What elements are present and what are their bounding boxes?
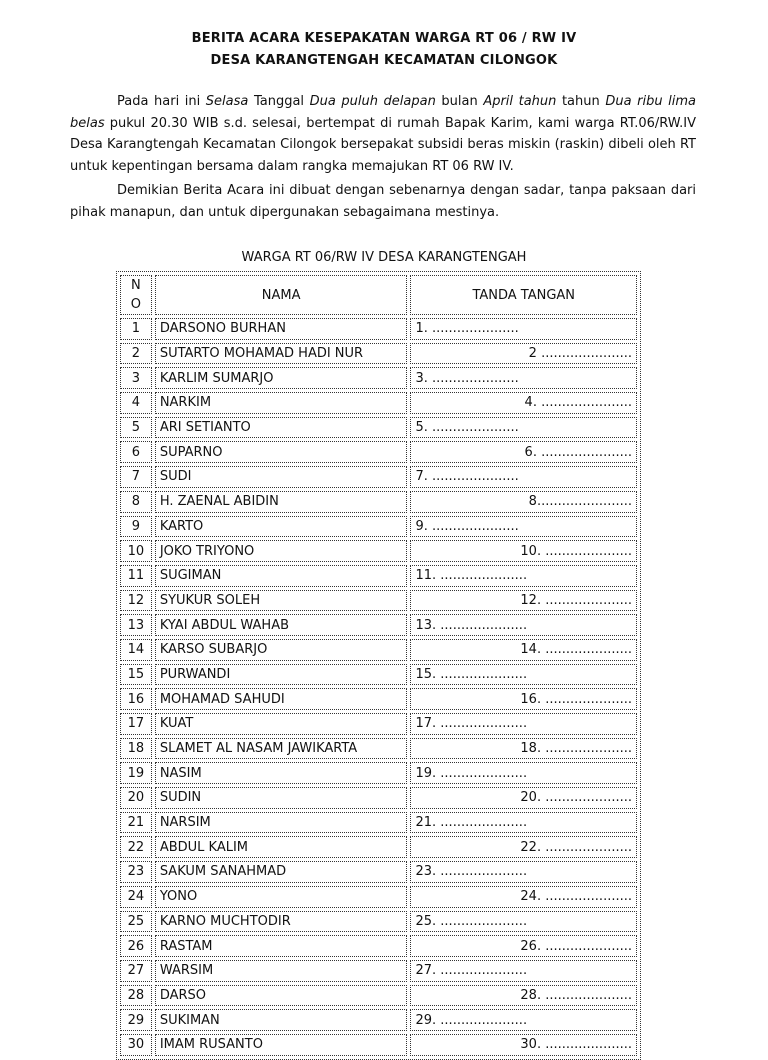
member-name: DARSONO BURHAN (155, 318, 408, 340)
table-row (120, 540, 637, 562)
row-number: 19 (120, 762, 152, 784)
members-table (116, 271, 641, 1060)
table-row (120, 935, 637, 957)
signature-line: 29. ..................... (410, 1009, 637, 1031)
text-span: Pada hari ini (117, 94, 206, 109)
table-row (120, 491, 637, 513)
table-header-row (120, 275, 637, 315)
header-no-line1: N (131, 278, 141, 293)
month-text: April tahun (483, 94, 557, 109)
member-name: SUTARTO MOHAMAD HADI NUR (155, 343, 408, 365)
row-number: 22 (120, 836, 152, 858)
table-row (120, 960, 637, 982)
table-row (120, 787, 637, 809)
table-body (120, 318, 637, 1056)
signature-line: 26. ..................... (410, 935, 637, 957)
signature-line: 17. ..................... (410, 713, 637, 735)
table-row (120, 590, 637, 612)
signature-line: 7. ..................... (410, 466, 637, 488)
table-row (120, 516, 637, 538)
member-name: SUKIMAN (155, 1009, 408, 1031)
date-text: Dua puluh delapan (309, 94, 436, 109)
row-number: 15 (120, 664, 152, 686)
member-name: WARSIM (155, 960, 408, 982)
year-text: Dua ribu lima belas (70, 94, 696, 131)
table-row (120, 812, 637, 834)
row-number: 30 (120, 1034, 152, 1056)
table-row (120, 392, 637, 414)
member-name: SUDI (155, 466, 408, 488)
row-number: 3 (120, 367, 152, 389)
row-number: 14 (120, 639, 152, 661)
member-name: KARLIM SUMARJO (155, 367, 408, 389)
signature-line: 2 ...................... (410, 343, 637, 365)
text-span: bulan (435, 94, 484, 109)
member-name: SYUKUR SOLEH (155, 590, 408, 612)
row-number: 1 (120, 318, 152, 340)
member-name: NARKIM (155, 392, 408, 414)
signature-line: 10. ..................... (410, 540, 637, 562)
text-span: tahun (556, 94, 606, 109)
row-number: 21 (120, 812, 152, 834)
signature-line: 3. ..................... (410, 367, 637, 389)
table-row (120, 911, 637, 933)
signature-line: 15. ..................... (410, 664, 637, 686)
member-name: SUGIMAN (155, 565, 408, 587)
signature-line: 6. ...................... (410, 441, 637, 463)
table-row (120, 614, 637, 636)
closing-paragraph: Demikian Berita Acara ini dibuat dengan sebenarnya dengan sadar, tanpa paksaan dari pihak manapun, dan untuk dipergunakan sebagaimana mestinya. (70, 183, 696, 220)
member-name: H. ZAENAL ABIDIN (155, 491, 408, 513)
signature-line: 8....................... (410, 491, 637, 513)
signature-line: 18. ..................... (410, 738, 637, 760)
signature-line: 4. ...................... (410, 392, 637, 414)
table-row (120, 1009, 637, 1031)
document-title: BERITA ACARA KESEPAKATAN WARGA RT 06 / RW IV (191, 31, 577, 46)
member-name: PURWANDI (155, 664, 408, 686)
member-name: JOKO TRIYONO (155, 540, 408, 562)
member-name: RASTAM (155, 935, 408, 957)
member-name: KYAI ABDUL WAHAB (155, 614, 408, 636)
text-span: Tanggal (248, 94, 310, 109)
signature-line: 24. ..................... (410, 886, 637, 908)
member-name: NASIM (155, 762, 408, 784)
row-number: 9 (120, 516, 152, 538)
signature-line: 1. ..................... (410, 318, 637, 340)
table-caption: WARGA RT 06/RW IV DESA KARANGTENGAH (241, 250, 527, 265)
member-name: ARI SETIANTO (155, 417, 408, 439)
row-number: 25 (120, 911, 152, 933)
signature-line: 13. ..................... (410, 614, 637, 636)
row-number: 17 (120, 713, 152, 735)
row-number: 4 (120, 392, 152, 414)
row-number: 11 (120, 565, 152, 587)
row-number: 27 (120, 960, 152, 982)
table-row (120, 318, 637, 340)
table-row (120, 713, 637, 735)
signature-line: 21. ..................... (410, 812, 637, 834)
header-no (120, 275, 152, 315)
table-row (120, 565, 637, 587)
member-name: SAKUM SANAHMAD (155, 861, 408, 883)
member-name: DARSO (155, 985, 408, 1007)
header-signature: TANDA TANGAN (410, 275, 637, 315)
member-name: KARSO SUBARJO (155, 639, 408, 661)
row-number: 10 (120, 540, 152, 562)
row-number: 13 (120, 614, 152, 636)
day-text: Selasa (205, 94, 249, 109)
member-name: MOHAMAD SAHUDI (155, 688, 408, 710)
member-name: SUDIN (155, 787, 408, 809)
signature-line: 11. ..................... (410, 565, 637, 587)
row-number: 29 (120, 1009, 152, 1031)
row-number: 18 (120, 738, 152, 760)
signature-line: 12. ..................... (410, 590, 637, 612)
signature-line: 23. ..................... (410, 861, 637, 883)
row-number: 23 (120, 861, 152, 883)
text-span: pukul 20.30 WIB s.d. selesai, bertempat di rumah Bapak Karim, kami warga RT.06/RW.IV Desa Karangtengah Kecamatan Cilongok bersepakat subsidi beras miskin (raskin) dibeli oleh RT untuk kepentingan bersama dalam rangka memajukan RT 06 RW IV. (70, 115, 696, 174)
table-row (120, 861, 637, 883)
document-subtitle: DESA KARANGTENGAH KECAMATAN CILONGOK (210, 53, 558, 68)
signature-line: 22. ..................... (410, 836, 637, 858)
table-row (120, 688, 637, 710)
signature-line: 16. ..................... (410, 688, 637, 710)
row-number: 26 (120, 935, 152, 957)
signature-line: 5. ..................... (410, 417, 637, 439)
signature-line: 14. ..................... (410, 639, 637, 661)
member-name: ABDUL KALIM (155, 836, 408, 858)
table-row (120, 466, 637, 488)
table-row (120, 836, 637, 858)
member-name: SLAMET AL NASAM JAWIKARTA (155, 738, 408, 760)
table-row (120, 367, 637, 389)
table-row (120, 639, 637, 661)
member-name: SUPARNO (155, 441, 408, 463)
table-row (120, 343, 637, 365)
table-row (120, 762, 637, 784)
table-row (120, 1034, 637, 1056)
row-number: 20 (120, 787, 152, 809)
row-number: 6 (120, 441, 152, 463)
member-name: NARSIM (155, 812, 408, 834)
row-number: 12 (120, 590, 152, 612)
member-name: YONO (155, 886, 408, 908)
row-number: 2 (120, 343, 152, 365)
signature-line: 28. ..................... (410, 985, 637, 1007)
member-name: KARNO MUCHTODIR (155, 911, 408, 933)
row-number: 28 (120, 985, 152, 1007)
table-row (120, 985, 637, 1007)
signature-line: 27. ..................... (410, 960, 637, 982)
row-number: 7 (120, 466, 152, 488)
row-number: 8 (120, 491, 152, 513)
opening-paragraph (70, 91, 696, 177)
member-name: IMAM RUSANTO (155, 1034, 408, 1056)
table-row (120, 417, 637, 439)
table-row (120, 738, 637, 760)
signature-line: 19. ..................... (410, 762, 637, 784)
signature-line: 20. ..................... (410, 787, 637, 809)
member-name: KUAT (155, 713, 408, 735)
signature-line: 25. ..................... (410, 911, 637, 933)
row-number: 24 (120, 886, 152, 908)
header-no-line2: O (130, 297, 142, 312)
header-name: NAMA (155, 275, 408, 315)
table-row (120, 886, 637, 908)
row-number: 5 (120, 417, 152, 439)
table-row (120, 664, 637, 686)
row-number: 16 (120, 688, 152, 710)
signature-line: 30. ..................... (410, 1034, 637, 1056)
signature-line: 9. ..................... (410, 516, 637, 538)
member-name: KARTO (155, 516, 408, 538)
table-row (120, 441, 637, 463)
